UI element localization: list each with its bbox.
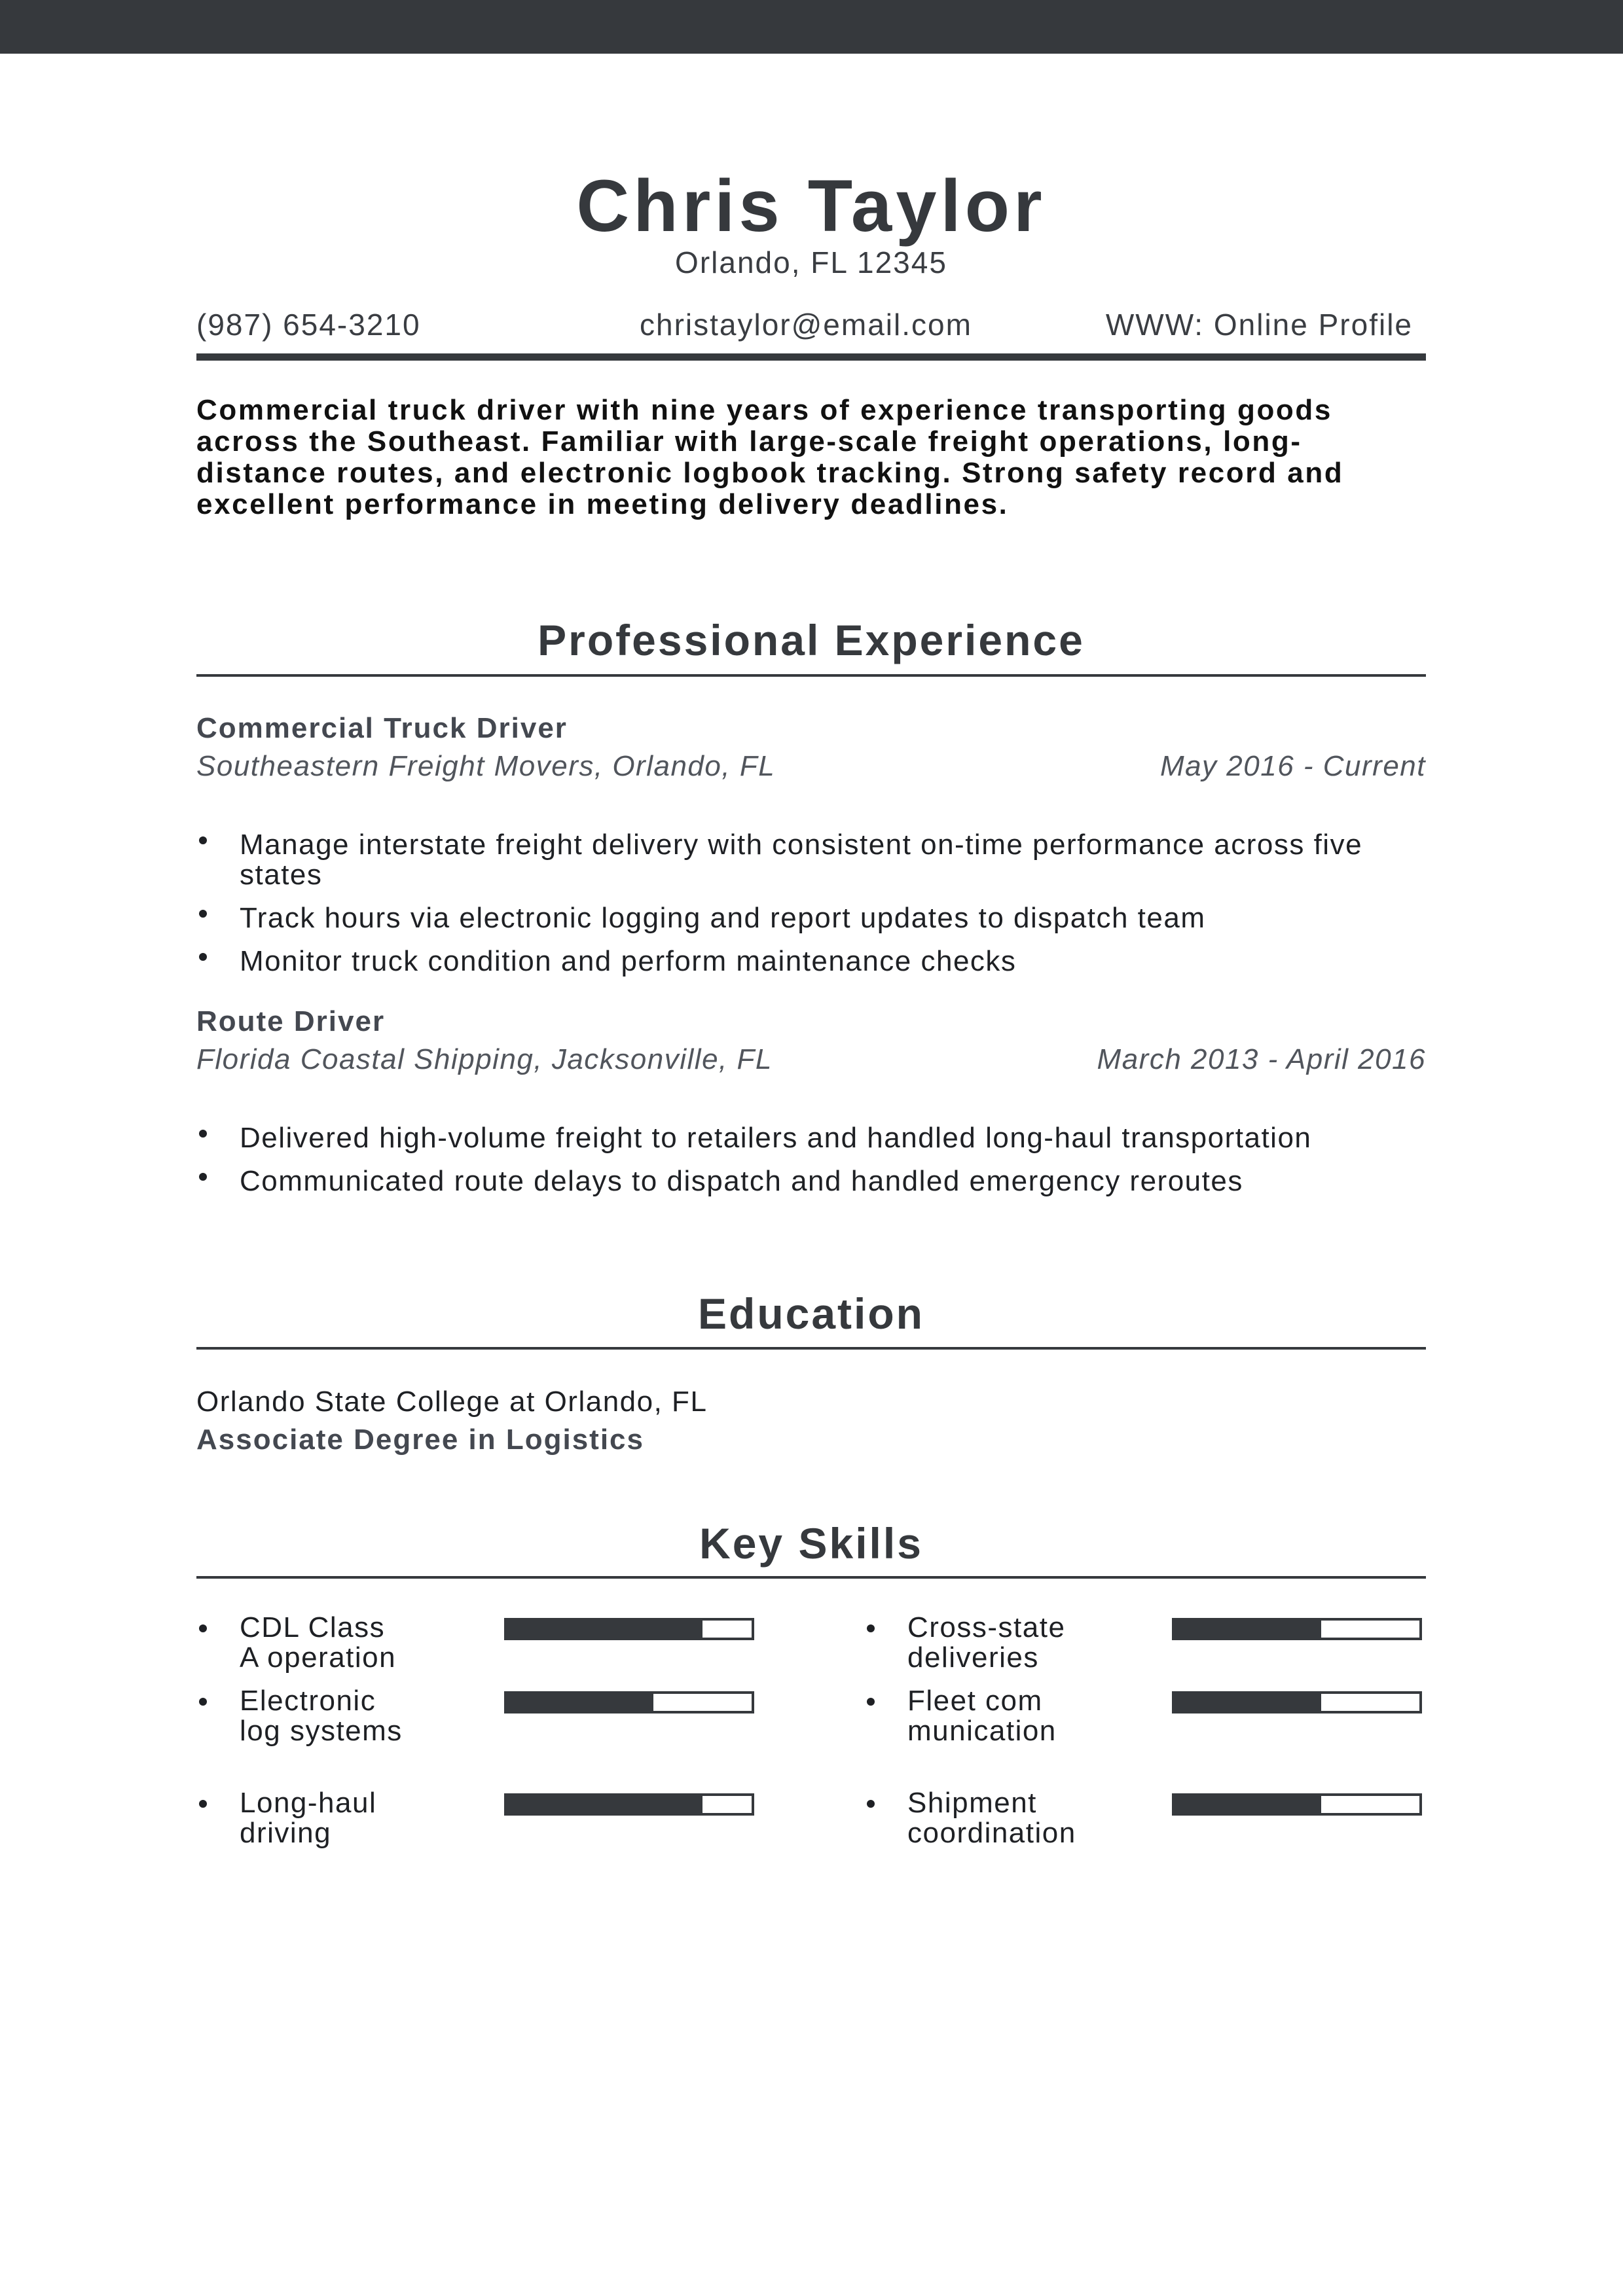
job-title: Route Driver bbox=[196, 1005, 386, 1037]
skill-level-bar bbox=[1172, 1691, 1422, 1713]
list-item bbox=[196, 946, 1426, 977]
experience-heading: Professional Experience bbox=[538, 616, 1085, 664]
email-address[interactable]: christaylor@email.com bbox=[640, 308, 972, 342]
job-dates: March 2013 - April 2016 bbox=[1097, 1043, 1426, 1075]
bullet-icon bbox=[199, 836, 207, 844]
online-profile-link[interactable]: WWW: Online Profile bbox=[1105, 308, 1413, 342]
skill-level-fill bbox=[1175, 1694, 1321, 1711]
skill-item bbox=[196, 1787, 786, 1865]
skill-item bbox=[864, 1611, 1453, 1690]
professional-summary: Commercial truck driver with nine years of experience transporting goods across the Southeast. Familiar with large-scale freight operations, long-distance routes, and electronic logbook tracking. Strong safety record and excellent performance in meeting delivery deadlines. bbox=[196, 394, 1344, 520]
education-divider bbox=[196, 1347, 1426, 1350]
experience-divider bbox=[196, 674, 1426, 677]
bullet-icon bbox=[199, 1130, 207, 1138]
bullet-text: Manage interstate freight delivery with consistent on-time performance across five states bbox=[240, 829, 1363, 891]
education-degree: Associate Degree in Logistics bbox=[196, 1424, 644, 1456]
list-item bbox=[196, 1166, 1426, 1196]
skill-level-fill bbox=[1175, 1796, 1321, 1813]
phone-number: (987) 654-3210 bbox=[196, 308, 421, 342]
bullet-icon bbox=[199, 910, 207, 918]
skill-level-fill bbox=[507, 1621, 702, 1638]
resume-page bbox=[196, 0, 1426, 2296]
skill-item bbox=[196, 1685, 786, 1763]
job-bullets bbox=[196, 1123, 1426, 1210]
skill-level-fill bbox=[507, 1796, 702, 1813]
list-item bbox=[196, 1123, 1426, 1153]
skill-level-fill bbox=[1175, 1621, 1321, 1638]
skill-label: Long-haul driving bbox=[240, 1787, 377, 1849]
skill-label: Electronic log systems bbox=[240, 1685, 403, 1747]
skill-label: CDL Class A operation bbox=[240, 1611, 397, 1674]
header-divider bbox=[196, 353, 1426, 361]
bullet-icon bbox=[199, 1624, 207, 1632]
bullet-icon bbox=[867, 1800, 875, 1808]
skill-level-bar bbox=[1172, 1618, 1422, 1640]
education-heading: Education bbox=[697, 1289, 924, 1338]
skill-level-bar bbox=[504, 1793, 754, 1816]
contact-row bbox=[196, 306, 1426, 346]
bullet-icon bbox=[199, 953, 207, 961]
skill-level-bar bbox=[1172, 1793, 1422, 1816]
education-school: Orlando State College at Orlando, FL bbox=[196, 1386, 708, 1418]
skill-label: Fleet communication bbox=[907, 1685, 1057, 1747]
skill-item bbox=[864, 1787, 1453, 1865]
skill-level-bar bbox=[504, 1691, 754, 1713]
candidate-address: Orlando, FL 12345 bbox=[675, 245, 947, 279]
bullet-icon bbox=[867, 1698, 875, 1706]
skill-item bbox=[864, 1685, 1453, 1763]
bullet-text: Delivered high-volume freight to retailers and handled long-haul transportation bbox=[240, 1122, 1312, 1154]
skill-level-fill bbox=[507, 1694, 653, 1711]
skill-level-bar bbox=[504, 1618, 754, 1640]
job-dates: May 2016 - Current bbox=[1159, 750, 1426, 782]
bullet-icon bbox=[867, 1624, 875, 1632]
candidate-name: Chris Taylor bbox=[576, 165, 1046, 247]
skills-divider bbox=[196, 1576, 1426, 1579]
list-item bbox=[196, 830, 1426, 890]
bullet-icon bbox=[199, 1698, 207, 1706]
skills-heading: Key Skills bbox=[699, 1519, 923, 1568]
list-item bbox=[196, 903, 1426, 933]
bullet-icon bbox=[199, 1800, 207, 1808]
bullet-icon bbox=[199, 1173, 207, 1181]
bullet-text: Communicated route delays to dispatch and handled emergency reroutes bbox=[240, 1165, 1243, 1197]
bullet-text: Track hours via electronic logging and report updates to dispatch team bbox=[240, 902, 1206, 934]
job-company: Southeastern Freight Movers, Orlando, FL bbox=[196, 750, 776, 782]
skill-label: Cross-state deliveries bbox=[907, 1611, 1066, 1674]
job-title: Commercial Truck Driver bbox=[196, 712, 568, 744]
job-company: Florida Coastal Shipping, Jacksonville, FL bbox=[196, 1043, 773, 1075]
job-bullets bbox=[196, 830, 1426, 990]
skill-item bbox=[196, 1611, 786, 1690]
bullet-text: Monitor truck condition and perform maintenance checks bbox=[240, 945, 1017, 977]
skill-label: Shipment coordination bbox=[907, 1787, 1076, 1849]
